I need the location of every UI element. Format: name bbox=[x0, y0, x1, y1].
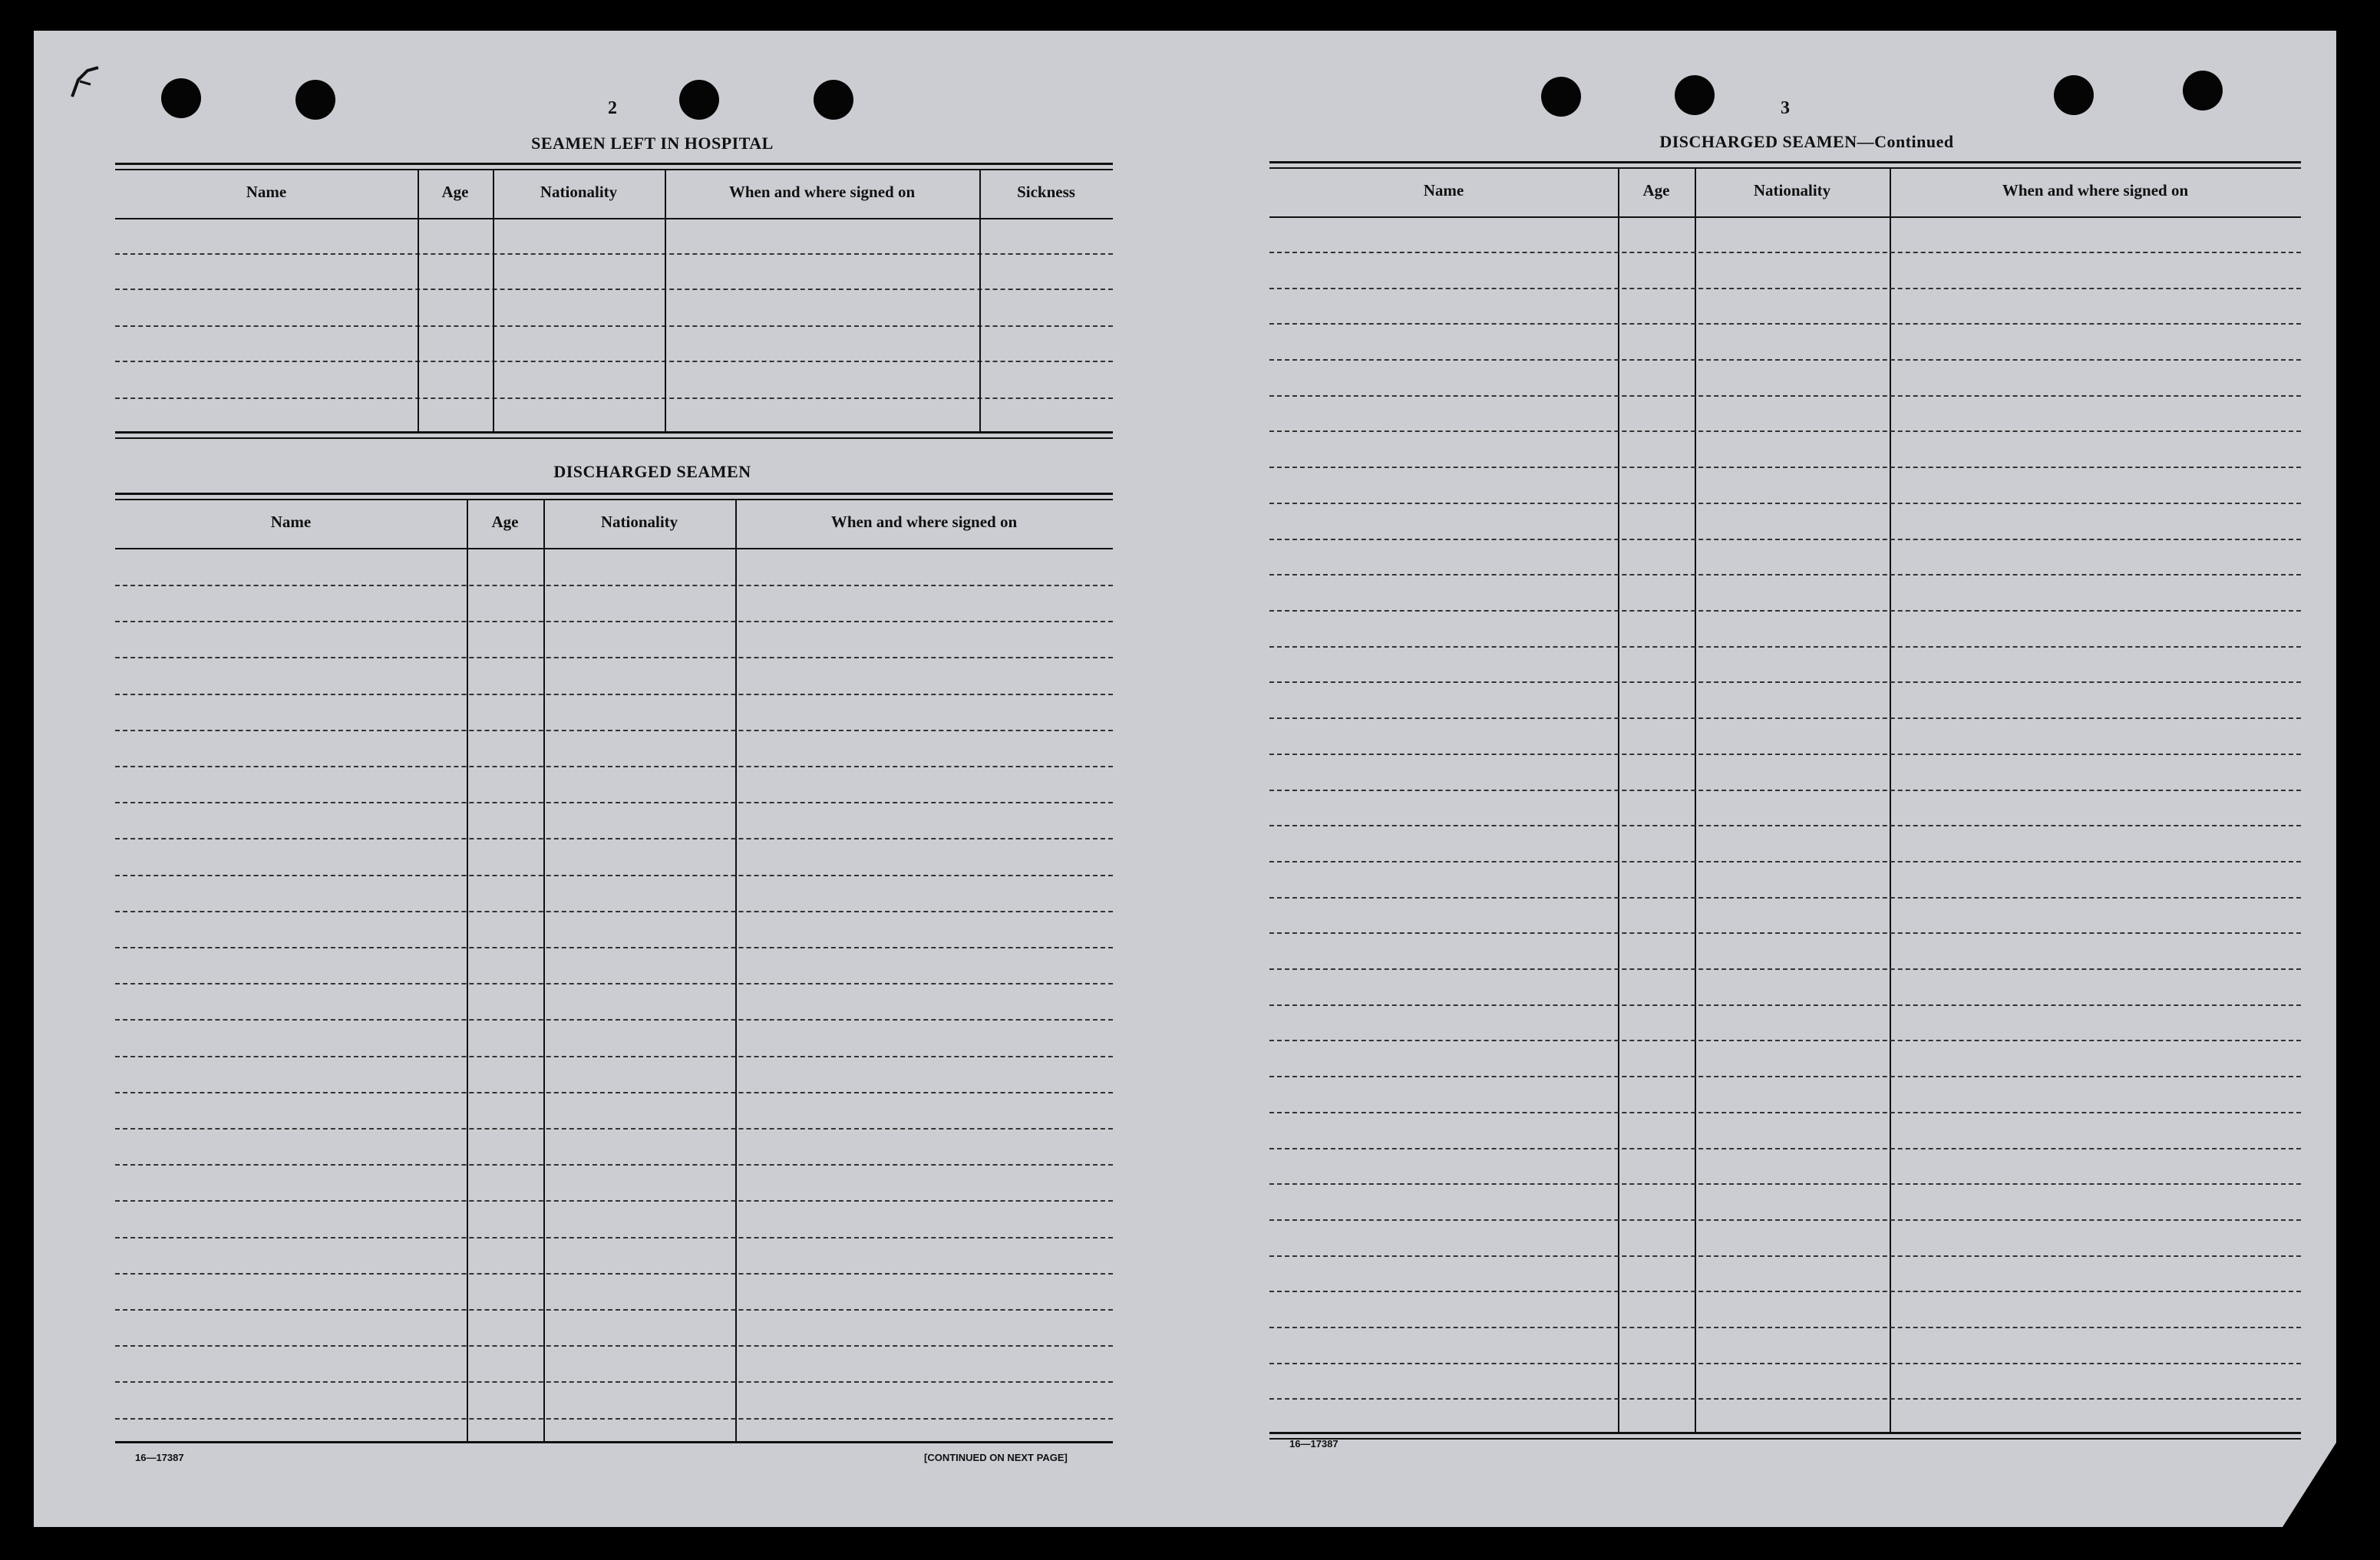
ruling-line bbox=[1269, 681, 2301, 683]
continued-col-signed-on: When and where signed on bbox=[2002, 181, 2189, 200]
ruling-line bbox=[1269, 467, 2301, 468]
punch-hole bbox=[2183, 71, 2223, 110]
right-footer-form-number: 16—17387 bbox=[1289, 1438, 1339, 1450]
ruling-line bbox=[1269, 359, 2301, 361]
hospital-col-sickness: Sickness bbox=[1017, 183, 1075, 201]
ruling-line bbox=[115, 802, 1113, 803]
ruling-line bbox=[1269, 1363, 2301, 1364]
discharged-continued-table bbox=[1269, 161, 2301, 1466]
ruling-line bbox=[115, 838, 1113, 839]
ruling-line bbox=[1269, 539, 2301, 540]
ruling-line bbox=[115, 911, 1113, 912]
discharged-table bbox=[115, 493, 1113, 1475]
ruling-line bbox=[115, 694, 1113, 695]
ruling-line bbox=[115, 1056, 1113, 1057]
ruling-line bbox=[115, 1019, 1113, 1021]
discharged-col-name: Name bbox=[270, 513, 312, 531]
ruling-line bbox=[1269, 968, 2301, 970]
continued-col-age: Age bbox=[1642, 181, 1670, 200]
ruling-line bbox=[1269, 610, 2301, 612]
ruling-line bbox=[115, 983, 1113, 984]
ruling-line bbox=[1269, 323, 2301, 325]
ruling-line bbox=[1269, 252, 2301, 253]
punch-hole bbox=[2054, 75, 2094, 115]
ruling-line bbox=[1269, 1112, 2301, 1113]
left-footer-form-number: 16—17387 bbox=[135, 1452, 184, 1463]
hospital-col-name: Name bbox=[246, 183, 287, 201]
ruling-line bbox=[1269, 1183, 2301, 1185]
punch-hole bbox=[1675, 75, 1715, 115]
punch-hole bbox=[295, 80, 335, 120]
ruling-line bbox=[1269, 717, 2301, 719]
ruling-line bbox=[115, 621, 1113, 622]
hospital-col-nationality: Nationality bbox=[540, 183, 618, 201]
ruling-line bbox=[1269, 646, 2301, 648]
ruling-line bbox=[115, 766, 1113, 767]
ruling-line bbox=[1269, 754, 2301, 755]
right-page-number: 3 bbox=[1781, 98, 1790, 118]
discharged-col-nationality: Nationality bbox=[600, 513, 678, 531]
ruling-line bbox=[115, 1418, 1113, 1420]
hospital-title: SEAMEN LEFT IN HOSPITAL bbox=[531, 134, 774, 153]
left-footer-continued: [CONTINUED ON NEXT PAGE] bbox=[924, 1452, 1068, 1463]
punch-hole bbox=[679, 80, 719, 120]
ruling-line bbox=[115, 1345, 1113, 1347]
ruling-line bbox=[115, 1273, 1113, 1275]
ruling-line bbox=[115, 1237, 1113, 1238]
ruling-line bbox=[1269, 1219, 2301, 1221]
ruling-line bbox=[1269, 790, 2301, 791]
ruling-line bbox=[115, 730, 1113, 731]
discharged-col-signed-on: When and where signed on bbox=[830, 513, 1018, 531]
ruling-line bbox=[1269, 1148, 2301, 1149]
punch-hole bbox=[814, 80, 853, 120]
hospital-col-age: Age bbox=[441, 183, 469, 201]
ruling-line bbox=[1269, 1076, 2301, 1077]
left-page-number: 2 bbox=[608, 98, 617, 118]
continued-col-nationality: Nationality bbox=[1753, 181, 1831, 200]
continued-col-name: Name bbox=[1423, 181, 1464, 200]
ruling-line bbox=[115, 585, 1113, 586]
ruling-line bbox=[1269, 861, 2301, 862]
ruling-line bbox=[1269, 1327, 2301, 1328]
ruling-line bbox=[1269, 430, 2301, 432]
hospital-col-signed-on: When and where signed on bbox=[728, 183, 916, 201]
ruling-line bbox=[1269, 503, 2301, 504]
punch-hole bbox=[161, 78, 201, 118]
ruling-line bbox=[1269, 1004, 2301, 1006]
ruling-line bbox=[1269, 288, 2301, 289]
ruling-line bbox=[1269, 395, 2301, 397]
ruling-line bbox=[115, 875, 1113, 876]
ruling-line bbox=[1269, 825, 2301, 826]
discharged-continued-title: DISCHARGED SEAMEN—Continued bbox=[1659, 132, 1954, 151]
hospital-table bbox=[115, 163, 1113, 470]
ruling-line bbox=[115, 947, 1113, 948]
discharged-title: DISCHARGED SEAMEN bbox=[553, 462, 751, 481]
punch-hole bbox=[1541, 77, 1581, 117]
ruling-line bbox=[115, 1309, 1113, 1311]
ruling-line bbox=[115, 1200, 1113, 1202]
ruling-line bbox=[115, 1381, 1113, 1383]
ruling-line bbox=[1269, 1398, 2301, 1400]
ruling-line bbox=[1269, 932, 2301, 934]
ruling-line bbox=[1269, 1040, 2301, 1041]
document-sheet bbox=[34, 31, 2336, 1527]
ruling-line bbox=[115, 1128, 1113, 1130]
discharged-col-age: Age bbox=[491, 513, 519, 531]
ruling-line bbox=[1269, 574, 2301, 576]
ruling-line bbox=[115, 1164, 1113, 1166]
pen-mark bbox=[64, 58, 111, 104]
ruling-line bbox=[1269, 1255, 2301, 1257]
ruling-line bbox=[1269, 897, 2301, 899]
ruling-line bbox=[1269, 1291, 2301, 1292]
ruling-line bbox=[115, 1092, 1113, 1093]
ruling-line bbox=[115, 657, 1113, 658]
